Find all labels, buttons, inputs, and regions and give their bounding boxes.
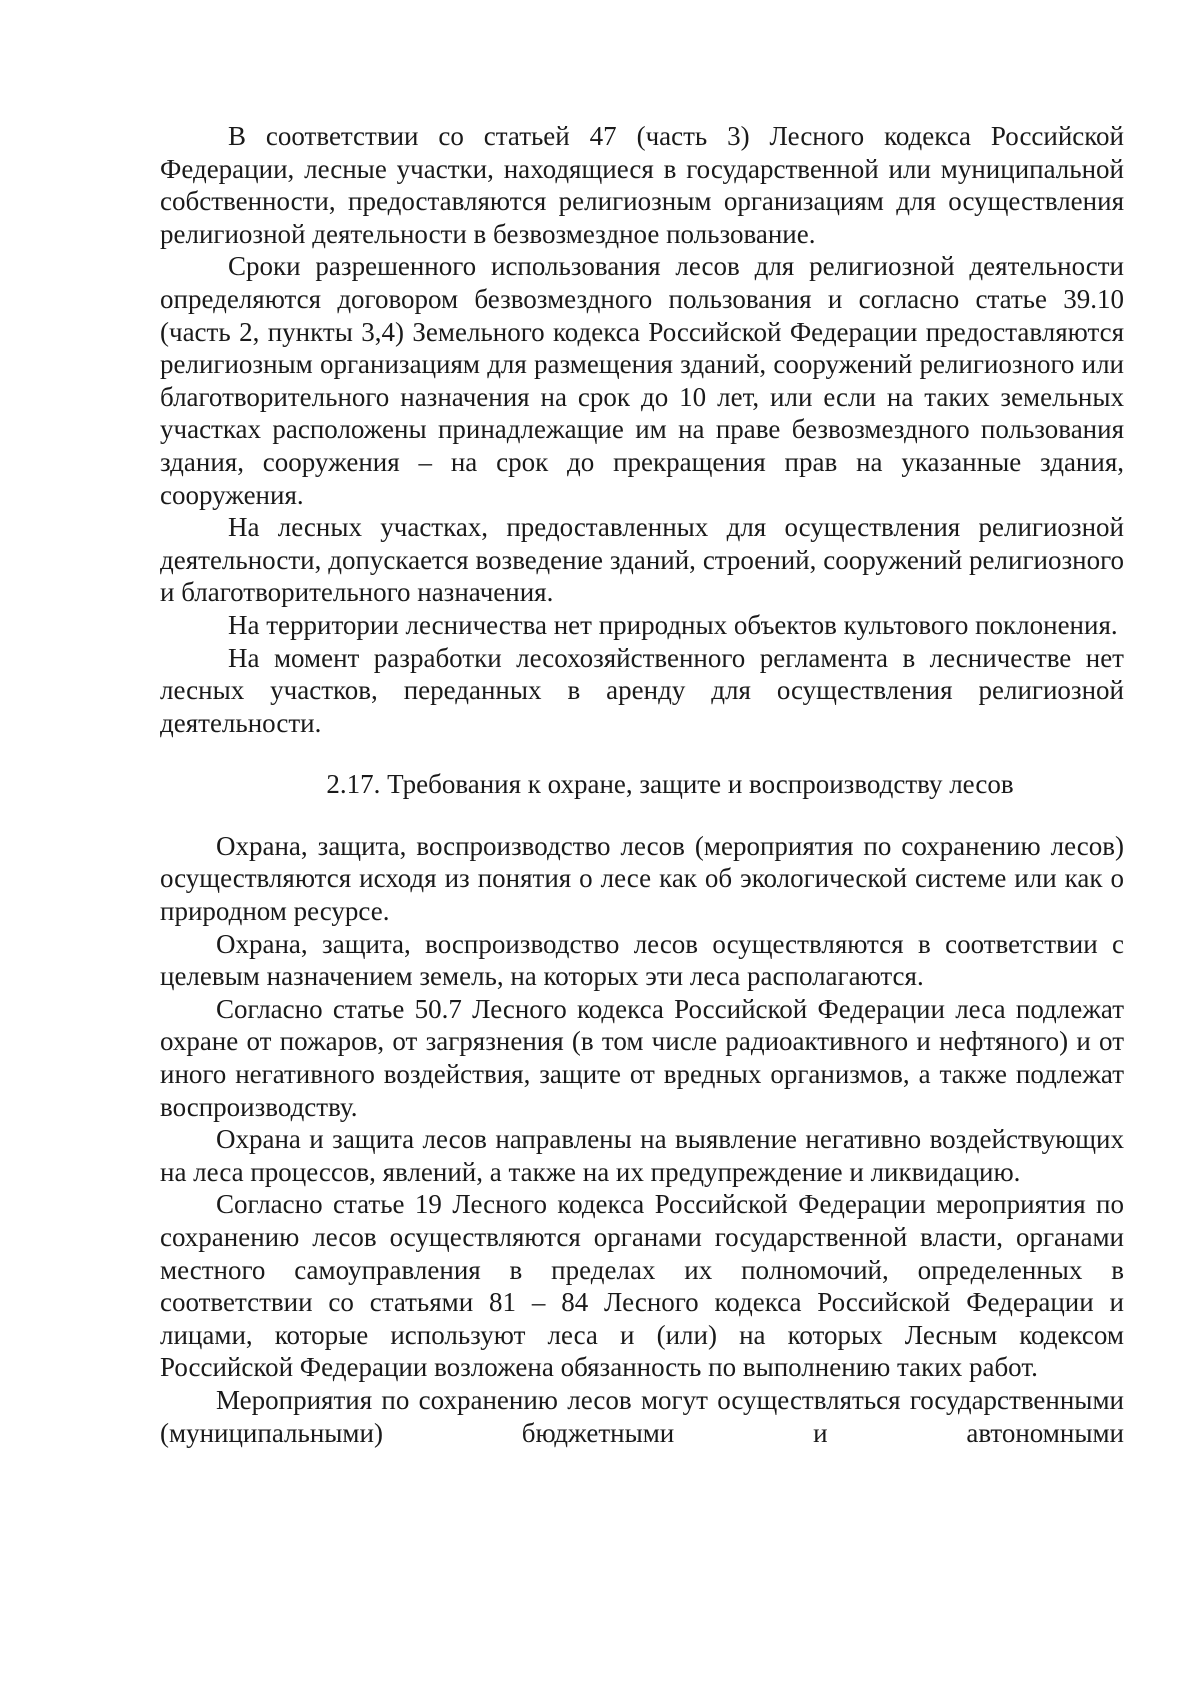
paragraph: В соответствии со статьей 47 (часть 3) Лесного кодекса Российской Федерации, лесные участки, находящиеся в государственной или муниципальной собственности, предоставляются религиозным организациям для осуществления религиозной деятельности в безвозмездное пользование. xyxy=(160,121,1124,249)
document-page xyxy=(160,120,1124,1449)
religious-use-section xyxy=(160,120,1124,739)
paragraph: Сроки разрешенного использования лесов для религиозной деятельности определяются договором безвозмездного пользования и согласно статье 39.10 (часть 2, пункты 3,4) Земельного кодекса Российской Федерации предоставляются религиозным организациям для размещения зданий, сооружений религиозного или благотворительного назначения на срок до 10 лет, или если на таких земельных участках расположены принадлежащие им на праве безвозмездного пользования здания, сооружения – на срок до прекращения прав на указанные здания, сооружения. xyxy=(160,251,1124,510)
section-heading: 2.17. Требования к охране, защите и воспроизводству лесов xyxy=(326,769,1014,800)
forest-protection-section xyxy=(160,830,1124,1449)
paragraph: Мероприятия по сохранению лесов могут осуществляться государственными (муниципальными) бюджетными и автономными xyxy=(160,1384,1124,1448)
paragraph: На момент разработки лесохозяйственного регламента в лесничестве нет лесных участков, переданных в аренду для осуществления религиозной деятельности. xyxy=(160,642,1124,738)
paragraph: На лесных участках, предоставленных для осуществления религиозной деятельности, допускается возведение зданий, строений, сооружений религиозного и благотворительного назначения. xyxy=(160,512,1124,608)
paragraph: Охрана и защита лесов направлены на выявление негативно воздействующих на леса процессов, явлений, а также на их предупреждение и ликвидацию. xyxy=(160,1124,1124,1187)
paragraph: Согласно статье 19 Лесного кодекса Российской Федерации мероприятия по сохранению лесов осуществляются органами государственной власти, органами местного самоуправления в пределах их полномочий, определенных в соответствии со статьями 81 – 84 Лесного кодекса Российской Федерации и лицами, которые используют леса и (или) на которых Лесным кодексом Российской Федерации возложена обязанность по выполнению таких работ. xyxy=(160,1189,1124,1383)
paragraph: Охрана, защита, воспроизводство лесов осуществляются в соответствии с целевым назначением земель, на которых эти леса располагаются. xyxy=(160,928,1124,992)
paragraph: Согласно статье 50.7 Лесного кодекса Российской Федерации леса подлежат охране от пожаров, от загрязнения (в том числе радиоактивного и нефтяного) и от иного негативного воздействия, защите от вредных организмов, а также подлежат воспроизводству. xyxy=(160,993,1124,1122)
paragraph: Охрана, защита, воспроизводство лесов (мероприятия по сохранению лесов) осуществляются исходя из понятия о лесе как об экологической системе или как о природном ресурсе. xyxy=(160,830,1124,927)
paragraph: На территории лесничества нет природных объектов культового поклонения. xyxy=(228,609,1118,640)
